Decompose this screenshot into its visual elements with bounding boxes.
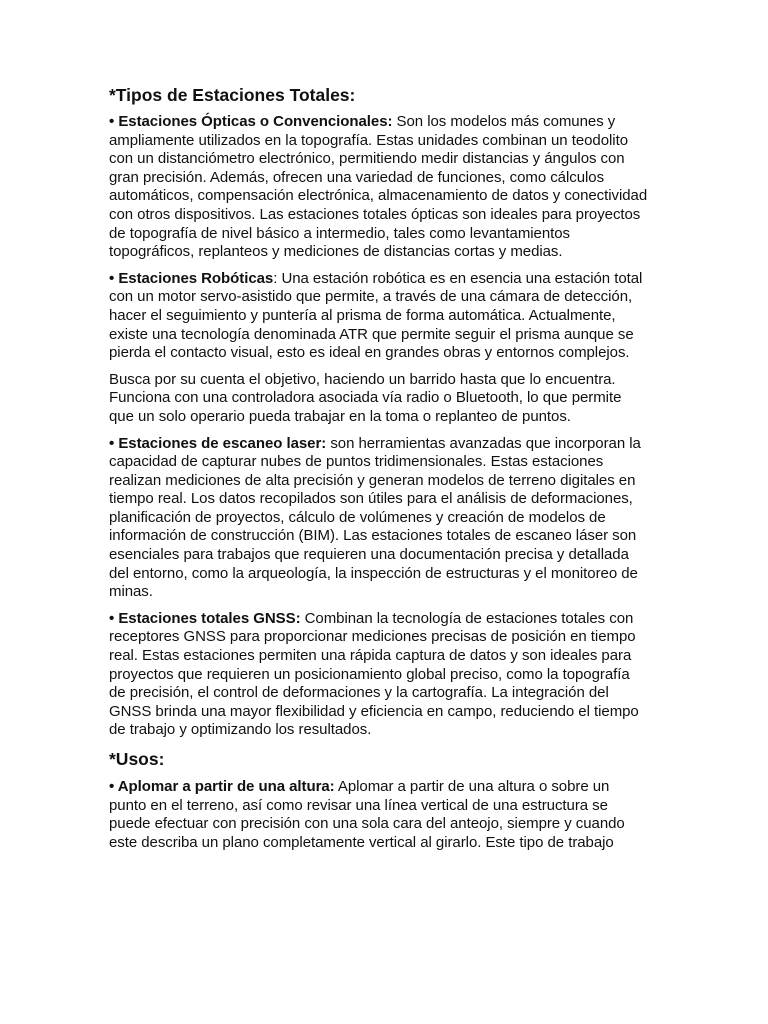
bullet-label-opticas: • Estaciones Ópticas o Convencionales: [109, 113, 393, 130]
paragraph-estaciones-gnss [109, 610, 649, 740]
paragraph-estaciones-opticas [109, 113, 649, 262]
paragraph-estaciones-laser [109, 435, 649, 602]
bullet-label-laser: • Estaciones de escaneo laser: [109, 434, 327, 452]
paragraph-text-gnss: Combinan la tecnología de estaciones totales con receptores GNSS para proporcionar mediciones precisas de posición en tiempo real. Estas estaciones permiten una rápida captura de datos y son ideales para proyectos que requieren un posicionamiento global preciso, como la topografía de precisión, el control de deformaciones y la cartografía. La integración del GNSS brinda una mayor flexibilidad y eficiencia en campo, reduciendo el tiempo de trabajo y optimizando los resultados. [109, 609, 639, 739]
paragraph-text-opticas: Son los modelos más comunes y ampliamente utilizados en la topografía. Estas unidades combinan un teodolito con un distanciómetro electrónico, permitiendo medir distancias y ángulos con gran precisión. Además, ofrecen una variedad de funciones, como cálculos automáticos, compensación electrónica, almacenamiento de datos y conectividad con otros dispositivos. Las estaciones totales ópticas son ideales para proyectos de topografía de nivel básico a intermedio, tales como levantamientos topográficos, replanteos y mediciones de distancias cortas y medias. [109, 113, 648, 261]
bullet-label-gnss: • Estaciones totales GNSS: [109, 609, 301, 627]
paragraph-roboticas-extra: Busca por su cuenta el objetivo, haciendo un barrido hasta que lo encuentra. Funciona con una controladora asociada vía radio o Bluetooth, lo que permite que un solo operario pueda trabajar en la toma o replanteo de puntos. [109, 370, 622, 425]
paragraph-text-roboticas: : Una estación robótica es en esencia una estación total con un motor servo-asistido que permite, a través de una cámara de detección, hacer el seguimiento y puntería al prisma de forma automática. Actualmente, existe una tecnología denominada ATR que permite seguir el prisma aunque se pierda el contacto visual, esto es ideal en grandes obras y entornos complejos. [109, 269, 643, 362]
bullet-label-roboticas: • Estaciones Robóticas [109, 269, 274, 287]
paragraph-text-aplomar: Aplomar a partir de una altura o sobre un punto en el terreno, así como revisar una línea vertical de una estructura se puede efectuar con precisión con una sola cara del anteojo, siempre y cuando este describa un plano completamente vertical al girarlo. Este tipo de trabajo [109, 778, 625, 851]
paragraph-aplomar [109, 778, 649, 852]
section-heading-usos: *Usos: [109, 749, 165, 769]
bullet-label-aplomar: • Aplomar a partir de una altura: [109, 778, 335, 795]
paragraph-text-laser: son herramientas avanzadas que incorporan la capacidad de capturar nubes de puntos tridimensionales. Estas estaciones realizan mediciones de alta precisión y generan modelos de terreno digitales en tiempo real. Los datos recopilados son útiles para el análisis de deformaciones, planificación de proyectos, cálculo de volúmenes y creación de modelos de información de construcción (BIM). Las estaciones totales de escaneo láser son esenciales para trabajos que requieren una documentación precisa y detallada del entorno, como la arqueología, la inspección de estructuras y el monitoreo de minas. [109, 434, 641, 601]
document-body [109, 84, 649, 860]
paragraph-estaciones-roboticas [109, 270, 649, 363]
section-heading-tipos: *Tipos de Estaciones Totales: [109, 85, 356, 105]
